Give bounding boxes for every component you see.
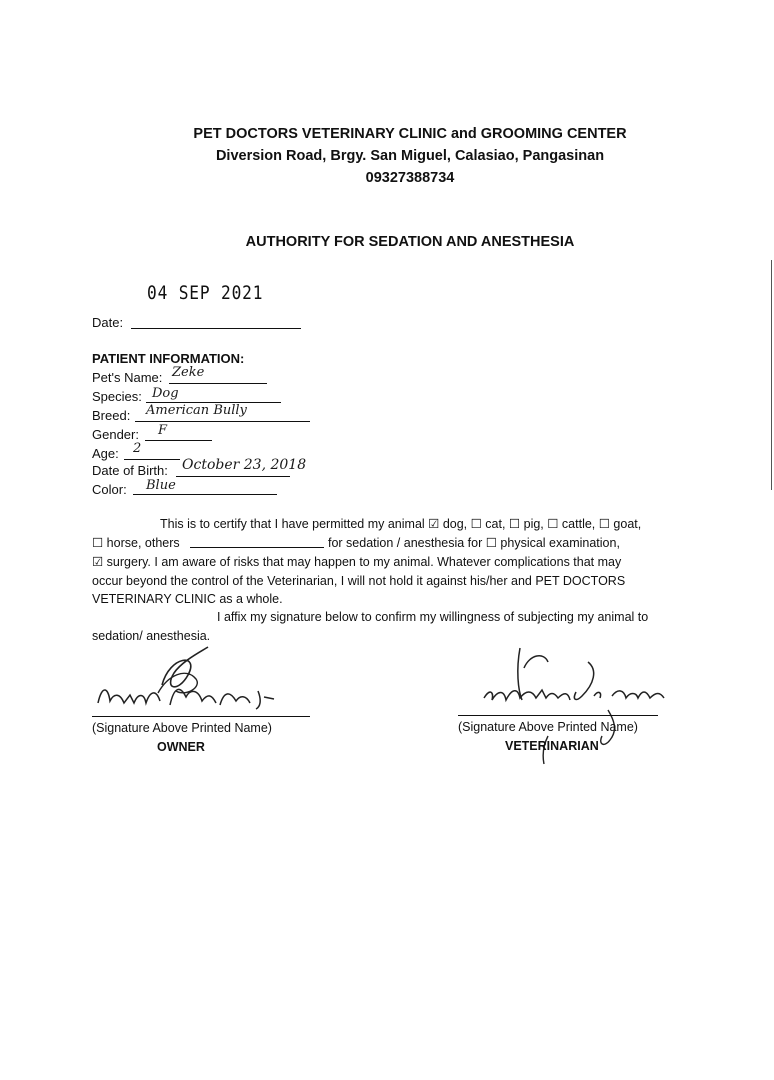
patient-section-title: PATIENT INFORMATION:: [92, 351, 245, 366]
color-label: Color:: [92, 482, 127, 497]
breed-underline: [135, 421, 310, 422]
vet-role: VETERINARIAN: [505, 739, 599, 753]
clinic-phone: 09327388734: [365, 170, 455, 186]
color-value: Blue: [146, 478, 176, 493]
owner-signature-caption: (Signature Above Printed Name): [92, 721, 272, 735]
clinic-name: PET DOCTORS VETERINARY CLINIC and GROOMING CENTER: [193, 126, 627, 142]
age-label: Age:: [92, 446, 119, 461]
owner-role: OWNER: [157, 740, 205, 754]
owner-signature: [90, 645, 290, 725]
others-underline: [190, 547, 324, 548]
consent-line-7: sedation/ anesthesia.: [92, 629, 211, 643]
species-value: Dog: [152, 386, 179, 401]
pets-name-label: Pet's Name:: [92, 370, 163, 385]
owner-signature-line: [92, 716, 310, 717]
date-underline: [131, 328, 301, 329]
age-underline: [124, 459, 180, 460]
consent-line-5: VETERINARY CLINIC as a whole.: [92, 592, 283, 606]
vet-signature-line: [458, 715, 658, 716]
pets-name-underline: [169, 383, 267, 384]
form-title: AUTHORITY FOR SEDATION AND ANESTHESIA: [245, 234, 575, 250]
dob-value: October 23, 2018: [182, 457, 307, 473]
clinic-address: Diversion Road, Brgy. San Miguel, Calasiao, Pangasinan: [215, 148, 605, 164]
color-underline: [133, 494, 277, 495]
dob-underline: [176, 476, 290, 477]
breed-label: Breed:: [92, 408, 131, 423]
consent-line-4: occur beyond the control of the Veterinarian, I will not hold it against his/her and PET DOCTORS: [92, 574, 626, 588]
pets-name-value: Zeke: [172, 365, 205, 380]
date-label: Date:: [92, 315, 124, 330]
breed-value: American Bully: [146, 403, 247, 418]
vet-signature-caption: (Signature Above Printed Name): [458, 720, 638, 734]
page-edge-shadow: [771, 260, 772, 490]
gender-label: Gender:: [92, 427, 139, 442]
consent-line-2a: ☐ horse, others: [92, 536, 180, 550]
age-value: 2: [133, 441, 142, 456]
dob-label: Date of Birth:: [92, 463, 168, 478]
species-label: Species:: [92, 389, 142, 404]
consent-line-2b: for sedation / anesthesia for ☐ physical examination,: [328, 536, 620, 550]
consent-line-3: ☑ surgery. I am aware of risks that may happen to my animal. Whatever complications that may: [92, 555, 622, 569]
consent-line-1: This is to certify that I have permitted my animal ☑ dog, ☐ cat, ☐ pig, ☐ cattle, ☐ goat,: [160, 517, 642, 531]
gender-underline: [145, 440, 212, 441]
date-stamp: 04 SEP 2021: [147, 282, 264, 304]
gender-value: F: [158, 423, 168, 438]
consent-line-6: I affix my signature below to confirm my willingness of subjecting my animal to: [217, 610, 649, 624]
